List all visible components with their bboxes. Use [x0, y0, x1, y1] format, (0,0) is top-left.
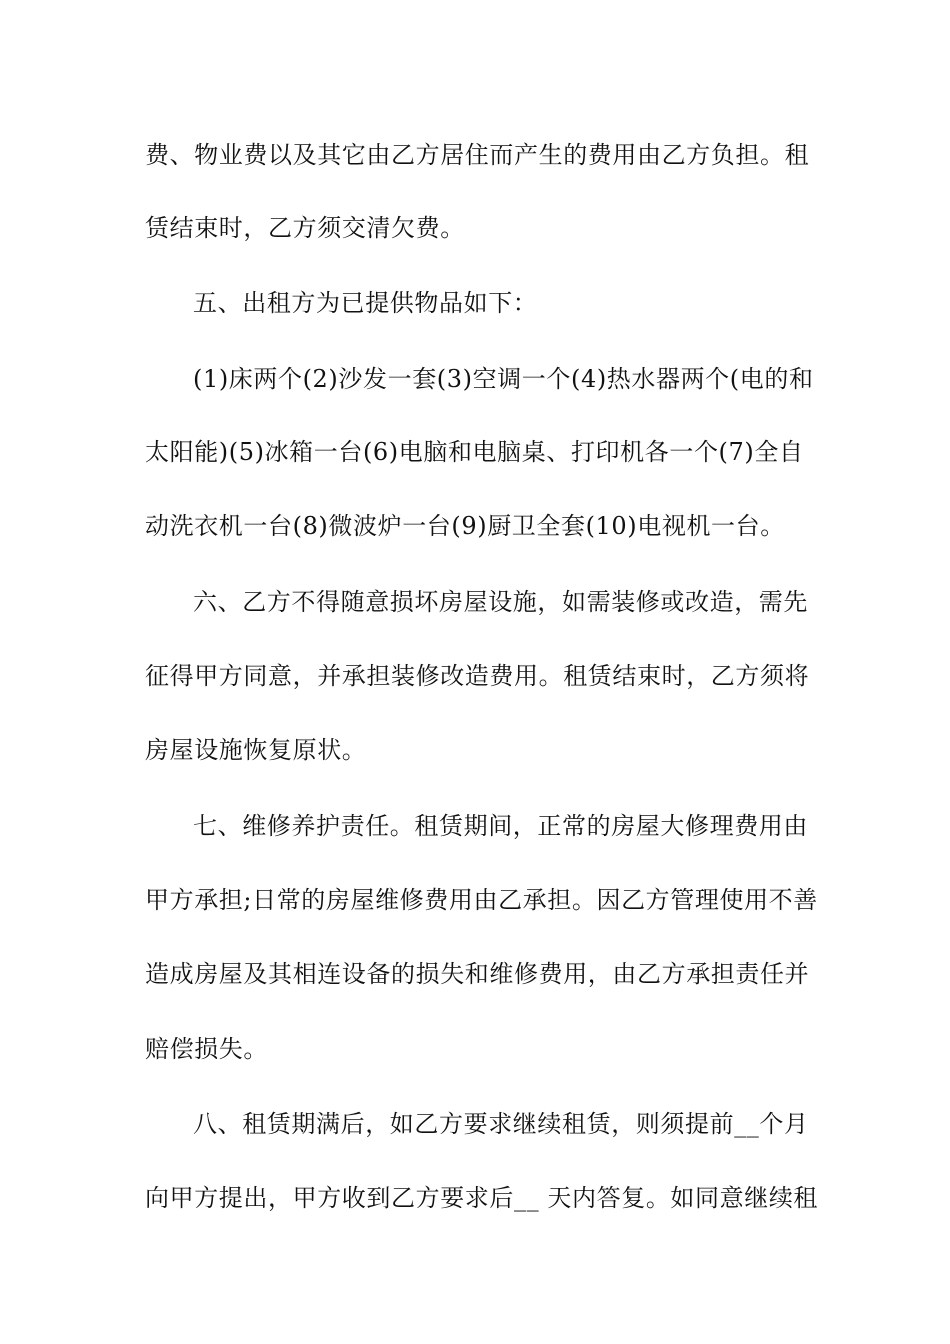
- text-line: 向甲方提出，甲方收到乙方要求后__ 天内答复。如同意继续租: [145, 1184, 819, 1212]
- text-line: 甲方承担;日常的房屋维修费用由乙承担。因乙方管理使用不善: [145, 886, 818, 914]
- text-line: 赁结束时，乙方须交清欠费。: [145, 214, 465, 242]
- section-paragraph-6: 六、乙方不得随意损坏房屋设施，如需装修或改造，需先: [193, 588, 808, 616]
- section-paragraph-7: 七、维修养护责任。租赁期间，正常的房屋大修理费用由: [193, 812, 808, 840]
- text-line: 动洗衣机一台(8)微波炉一台(9)厨卫全套(10)电视机一台。: [145, 512, 785, 540]
- text-line: 费、物业费以及其它由乙方居住而产生的费用由乙方负担。租: [145, 141, 810, 169]
- text-line: 房屋设施恢复原状。: [145, 736, 367, 764]
- text-line: (1)床两个(2)沙发一套(3)空调一个(4)热水器两个(电的和: [193, 365, 814, 393]
- section-paragraph-8: 八、租赁期满后，如乙方要求继续租赁，则须提前__个月: [193, 1110, 809, 1138]
- section-heading-5: 五、出租方为已提供物品如下：: [193, 289, 538, 317]
- text-line: 太阳能)(5)冰箱一台(6)电脑和电脑桌、打印机各一个(7)全自: [145, 438, 804, 466]
- text-line: 赔偿损失。: [145, 1035, 268, 1063]
- text-line: 造成房屋及其相连设备的损失和维修费用，由乙方承担责任并: [145, 960, 810, 988]
- text-line: 征得甲方同意，并承担装修改造费用。租赁结束时，乙方须将: [145, 662, 810, 690]
